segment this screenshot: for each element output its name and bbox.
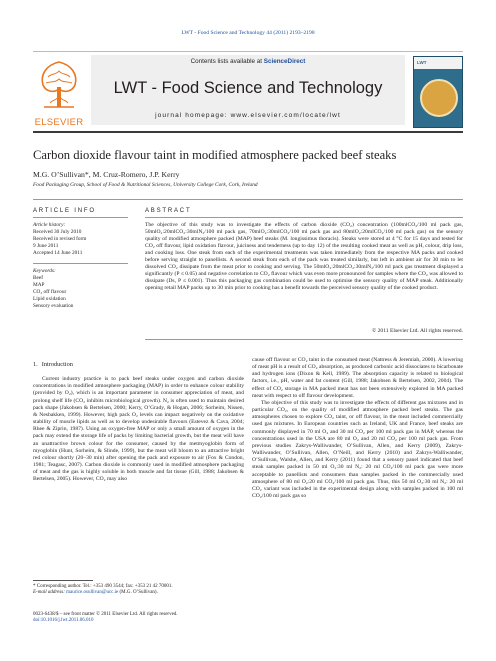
issn-line: 0023-6438/$ – see front matter © 2011 Elsevier Ltd. All rights reserved.: [33, 612, 178, 617]
tree-icon: [38, 59, 80, 111]
corresponding-author: * Corresponding author. Tel.: +353 490 3544; fax: +353 21 42 70001.: [33, 584, 173, 589]
email-line: [33, 590, 244, 596]
contents-prefix: Contents lists available at: [190, 58, 264, 65]
keyword: Lipid oxidation: [33, 296, 66, 302]
publisher-name: ELSEVIER: [34, 117, 84, 128]
journal-homepage[interactable]: journal homepage: www.elsevier.com/locate/lwt: [155, 112, 341, 119]
body-column-left: [33, 357, 244, 484]
journal-cover-thumbnail[interactable]: [413, 56, 463, 128]
accepted-date: Accepted 14 June 2011: [33, 250, 83, 256]
abstract-text: The objective of this study was to investigate the effects of carbon dioxide (CO₂) concentration (100mlCO₂/100 ml pack gas, 50mlO₂:20mlCO₂:30mlN₂/100 ml pack gas, 70mlO₂:30mlCO₂/100 ml pack gas and 80mlO₂:20mlCO₂/100 ml pack gas) on the sensory quality of modified atmosphere packed (MAP) beef steaks (M. longissimus thoracis). Steaks were stored at 4 °C for 15 days and tested for CO₂ off flavour, lipid oxidation flavour, juiciness and tenderness (up to day 12) of the resulting cooked meat as well as pH, colour, drip loss, and cooking loss. One steak from each of the experimental treatments was taken immediately from the respective MA packs and cooked before serving straight to panellists. A second steak from each of the pack was treated similarly, but left in ambient air for 30 min to let dissolved CO₂ dissipate from the meat prior to cooking and serving. The 50mlO₂:20mlCO₂:30mlN₂/100 ml pack gas treatment displayed a significantly (P ≤ 0.05) and negative correlation to CO₂ flavour which was even more pronounced for samples where the CO₂ was allowed to dissipate (Ds, P ≤ 0.001). Thus this packaging gas combination could be used to optimise the sensory quality of MAP steak. Additionally opening retail MAP packs up to 30 min prior to cooking has a benefit towards the perceived sensory quality of the cooked product.: [145, 222, 463, 292]
cover-art: [420, 79, 458, 117]
received-date: Received 30 July 2010: [33, 229, 82, 235]
abstract-bottom-rule: [145, 339, 463, 340]
journal-reference[interactable]: LWT - Food Science and Technology 44 (2011) 2193–2198: [181, 30, 315, 36]
abstract-rule: [145, 217, 463, 218]
email-name: (M.G. O’Sullivan).: [118, 590, 158, 596]
front-matter: [33, 612, 244, 625]
article-history: [33, 222, 128, 257]
keywords-label: Keywords:: [33, 268, 56, 274]
revised-label: Received in revised form: [33, 236, 87, 242]
journal-banner: [91, 55, 405, 125]
author-affiliation: Food Packaging Group, School of Food & Nutritional Sciences, University College Cork, Cork, Ireland: [33, 182, 258, 188]
section-number: 1.: [33, 361, 38, 368]
doi-link[interactable]: doi:10.1016/j.lwt.2011.06.010: [33, 618, 94, 624]
article-title: Carbon dioxide flavour taint in modified atmosphere packed beef steaks: [33, 148, 397, 162]
keyword: MAP: [33, 282, 45, 288]
email-link[interactable]: maurice.osullivan@ucc.ie: [66, 590, 119, 596]
footnote-rule: [33, 580, 93, 581]
history-label: Article history:: [33, 222, 66, 228]
paragraph: The objective of this study was to investigate the effects of different gas mixtures and in particular CO₂, on the quality of modified atmosphere packed beef steaks. The gas atmospheres chosen to explore CO₂ taint, or off flavour, in the meat included commercially used gas mixtures. In European countries such as Ireland, UK and France, beef steaks are commonly displayed in 70 ml O₂ and 30 ml CO₂ per 100 ml pack gas in MAP, whereas the concentrations used in the USA are 80 ml O₂ and 20 ml CO₂ per 100 ml pack gas. From previous studies Zakrys-Walliwander, O’Sullivan, Allen, and Kerry (2009), Zakrys-Walliwander, O’Sullivan, Allen, O’Neill, and Kerry (2010) and Zakrys-Walliwander, O’Sullivan, Walshe, Allen, and Kerry (2011) found that a sensory panel indicated that beef steak samples packed in 50 ml O₂:30 ml N₂: 20 ml CO₂/100 ml pack gas were more acceptable to panellists and consumers than samples packed in the commercially used atmosphere of 80 ml O₂:20 ml CO₂/100 ml pack gas. Thus, this 50 ml O₂:30 ml N₂: 20 ml CO₂ variant was included in the experimental design along with samples packed in 100 ml CO₂/100 ml pack gas so: [252, 399, 463, 499]
article-authors[interactable]: M.G. O’Sullivan*, M. Cruz-Romero, J.P. Kerry: [33, 170, 180, 179]
abstract-heading: ABSTRACT: [145, 208, 192, 214]
section-heading: [33, 361, 244, 368]
cover-label: LWT: [417, 60, 427, 65]
publisher-logo[interactable]: [33, 56, 85, 130]
title-divider: [33, 199, 463, 200]
article-info-heading: ARTICLE INFO: [33, 208, 96, 214]
body-column-right: [252, 357, 463, 500]
section-title: Introduction: [41, 361, 73, 368]
masthead: [33, 51, 463, 133]
email-label: E-mail address:: [33, 590, 67, 596]
paragraph: Current industry practice is to pack beef steaks under oxygen and carbon dioxide concentrations in modified atmosphere packaging (MAP) in order to enhance colour stability (provided by O₂), which is an important parameter in consumer appreciation of meat, and prolong shelf life (CO₂ inhibits microbiological growth). N₂ is often used to maintain desired pack shape (Jakobsen & Bertelsen, 2000; Kerry, O’Grady, & Hogan, 2006; Sorheim, Nissen, & Nesbakken, 1999). However, high pack O₂ levels can impact negatively on the oxidative stability of muscle lipids as well as to develop undesirable flavours (Estevez & Cava, 2004; Rhee & Ziprin, 1987). Using an oxygen-free MAP or only a small amount of oxygen in the pack may extend the storage life of packs by limiting bacterial growth, but the meat will have an unattractive brown colour for the consumer, caused by the metmyoglobin form of myoglobin (Hunt, Sorheim, & Slinde, 1999), but the meat will bloom to an attractive bright red colour shortly (20–30 min) after opening the pack and exposure to air (Fox & Condon, 1981; Teagasc, 2007). Carbon dioxide is commonly used in modified atmosphere packaging of meat and the gas is highly soluble in both muscle and fat tissue (Gill, 1988; Jakobsen & Bertelsen, 2005). However, CO₂ may also: [33, 376, 244, 483]
article-info-rule: [33, 217, 128, 218]
copyright-notice: © 2011 Elsevier Ltd. All rights reserved.: [371, 328, 463, 334]
keyword: Beef: [33, 275, 43, 281]
paragraph: cause off flavour or CO₂ taint in the consumed meat (Nattress & Jeremiah, 2000). A lowering of meat pH is a result of CO₂ absorption, as produced carbonic acid dissociates to bicarbonate and hydrogen ions (Dixon & Kell, 1989). The absorption capacity is related to biological factors, i.e., pH, water and fat content (Gill, 1988; Jakobsen & Bertelsen, 2002, 2004). The effect of CO₂ storage in MA packed meat has not been extensively explored in MA packed meat with respect to off flavour development.: [252, 357, 463, 399]
keyword: Sensory evaluation: [33, 303, 74, 309]
journal-title: LWT - Food Science and Technology: [113, 79, 383, 97]
revised-date: 9 June 2011: [33, 243, 59, 249]
sciencedirect-link[interactable]: ScienceDirect: [263, 58, 306, 65]
footnote: [33, 584, 244, 597]
keyword: CO₂ off flavour: [33, 289, 67, 295]
contents-line: [91, 58, 405, 65]
history-rule: [33, 263, 128, 264]
keywords: [33, 268, 128, 310]
